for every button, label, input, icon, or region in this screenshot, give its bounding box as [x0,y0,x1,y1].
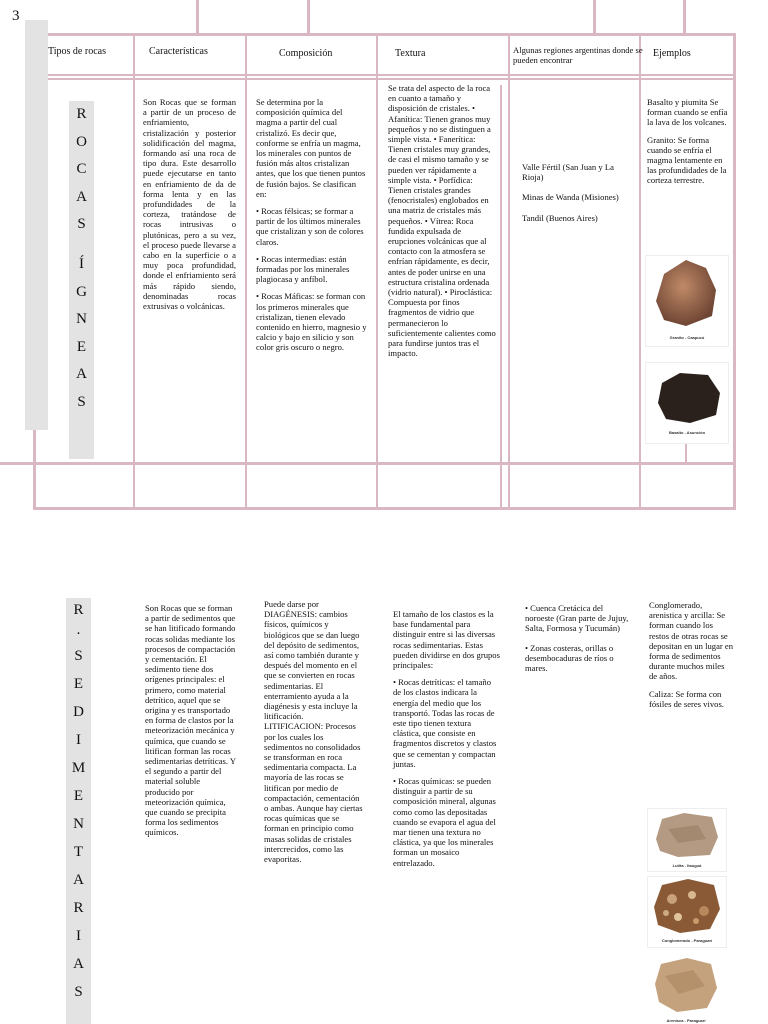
letter: A [76,188,87,205]
sedimentarias-regiones [525,603,629,680]
letter: N [73,816,84,832]
letter: D [73,704,84,720]
photo-caption: Granito - Caapucú [669,335,705,340]
letter: T [73,844,84,860]
letter: A [76,366,87,382]
region: Tandil (Buenos Aires) [522,212,598,223]
region: • Zonas costeras, orillas o desembocaduras de ríos o mares. [525,642,614,674]
rock-icon [646,256,728,336]
letter: E [73,788,84,804]
letter: R [73,900,84,916]
letter: O [76,133,87,150]
igneas-regiones [522,162,630,230]
header-caracteristicas: Características [149,46,208,57]
example: Granito: Se forma cuando se enfría el magma lentamente en las profundidades de la corteza terrestre. [647,134,727,186]
letter: Í [79,256,84,272]
paragraph: • Rocas félsicas; se formar a partir de los últimos minerales que cristalizan y son de colores claros. [256,206,364,247]
letter: S [74,984,83,1000]
conglomerado-photo [647,876,727,948]
sedimentarias-caracteristicas: Son Rocas que se forman a partir de sedimentos que se han litificado formando rocas solidas mediante los procesos de compactación y cementación. El sedimento tiene dos orígenes principales: el primero, como material detrítico, aquel que se origina y es transportado en forma de clastos por la meteorización mecánica y química, que cuando se litifican forman las rocas sedimentarias detríticas. Y el segundo a partir del material soluble producido por meteorización química, que cuando se precipita forma los sedimentos químicos. [145,603,236,838]
rock-icon [647,954,725,1018]
header-regiones: Algunas regiones argentinas donde se pueden encontrar [513,45,643,65]
letter: R [73,602,84,618]
paragraph: • Rocas Máficas: se forman con los primeros minerales que cristalizan, tienen elevado contenido en hierro, magnesio y calcio y bajo en silicio y son color gris oscuro o negro. [256,291,367,353]
letter: . [76,622,81,638]
header-textura: Textura [395,48,426,59]
letter: A [73,872,84,888]
igneas-textura: Se trata del aspecto de la roca en cuanto a tamaño y disposición de cristales. • Afanítica: Tienen granos muy pequeños y no se distinguen a simple vista. • Fanerítica: Tienen cristales muy grandes, de casi el mismo tamaño y se pueden ver rápidamente a simple vista. • Porfídica: Tienen cristales grandes (fenocristales) englobados en una matriz de cristales más pequeños. • Vítrea: Roca fundida expulsada de erupciones volcánicas que al contacto con la atmosfera se enfrían rápidamente, es decir, antes de poder unirse en una estructura cristalina ordenada (vidrio natural). • Piroclástica: Compuesta por finos fragmentos de vidrio que permanecieron lo suficientemente calientes como para fundirse juntos tras el impacto. [388,83,496,359]
side-bar [25,20,48,430]
region: • Cuenca Cretácica del noroeste (Gran parte de Jujuy, Salta, Formosa y Tucumán) [525,603,629,634]
letter: A [73,956,84,972]
letter: I [76,928,81,944]
region: Valle Fértil (San Juan y La Rioja) [522,162,614,183]
paragraph: El tamaño de los clastos es la base fundamental para distinguir entre si las diversas rocas sedimentarias. Estas pueden dividirse en dos grupos principales: [393,609,500,671]
letter: S [74,648,83,664]
paragraph: • Rocas químicas: se pueden distinguir a partir de su composición mineral, algunas como como las depositadas cuando se evapora el agua del mar tienen una textura no clástica, ya que los minerales forman un mosaico entrelazado. [393,776,496,868]
letter: M [71,760,86,776]
photo-caption: Lutita - Itauguá [672,863,702,868]
sedimentarias-composicion: Puede darse por DIAGÉNESIS: cambios físicos, químicos y biológicos que se dan luego del depósito de sedimentos, así como también durante y después del momento en el que se convierten en rocas sedimentarias. El enterramiento ayuda a la diagénesis y esta incluye la litificación. LITIFICACION: Procesos por los cuales los sedimentos no consolidados se transforman en roca sedimentaria compacta. La mayoría de las rocas se litifican por medio de compactación, cementación o ambas. Aunque hay ciertas rocas químicas que se forman en principio como masas solidas de cristales intercrecidos, como las evaporitas. [264,599,363,865]
paragraph: • Rocas intermedias: están formadas por los minerales plagiocasa y anfíbol. [256,253,350,285]
igneas-composicion [256,97,368,360]
rock-icon [648,809,726,863]
paragraph: Se determina por la composición química del magma a partir del cual cristalizó. Es decir que, conforme se enfría un magma, los minerales con puntos de fusión más altos cristalizan antes, que los que tienen puntos de fusión bajos. Se clasifican en: [256,97,366,199]
example: Basalto y piumita Se forman cuando se enfía la lava de los volcanes. [647,97,728,128]
letter: S [77,393,86,410]
igneas-label [69,106,94,421]
page-number: 3 [12,8,20,24]
letter: C [76,161,87,177]
igneas-caracteristicas: Son Rocas que se forman a partir de un proceso de enfriamiento, cristalización y posterior solidificación del magma, formando así una roca de tipo dura. Este desarrollo puede ejecutarse en tanto en enfriamiento de da de forma lenta y en las profundidades de la corteza, tratándose de rocas intrusivas o plutónicas, pero a su vez, el proceso puede llevarse a cabo en la superficie o a muy poca profundidad, donde el enfriamiento será más rápido siendo, denominadas rocas extrusivas o volcánicas. [143,97,236,312]
header-ejemplos: Ejemplos [653,48,691,59]
sedimentarias-textura [393,609,501,875]
letter: E [73,676,84,692]
example: Caliza: Se forma con fósiles de seres vivos. [649,688,724,709]
rock-icon [648,877,726,937]
rock-icon [646,363,728,431]
region: Minas de Wanda (Misiones) [522,192,619,203]
example: Conglomerado, arenistica y arcilla: Se forman cuando los restos de otras rocas se depositan en un lugar en forma de sedimentos durante muchos miles de años. [649,600,734,682]
photo-caption: Arenisca - Paraguarí [666,1018,706,1023]
photo-caption: Basalto - Asunción [668,430,706,435]
basalto-photo [645,362,729,444]
header-tipos: Tipos de rocas [48,46,106,57]
sedimentarias-label [66,602,91,1012]
letter: G [76,283,87,300]
letter: R [76,106,87,122]
lutita-photo [647,808,727,872]
letter: S [77,216,86,232]
header-composicion: Composición [279,48,333,59]
arenisca-photo [647,954,725,1024]
photo-caption: Conglomerado - Paraguarí [661,938,713,943]
letter: I [76,732,81,748]
letter: E [76,338,87,355]
granito-photo [645,255,729,347]
sedimentarias-ejemplos [649,600,733,716]
igneas-ejemplos [647,97,729,193]
letter: N [76,311,87,327]
paragraph: • Rocas detríticas: el tamaño de los clastos indicara la energía del medio que los transportó. Todas las rocas de este tipo tienen textura clástica, que consiste en fragmentos discretos y clastos que se cementan y compactan juntas. [393,677,497,769]
